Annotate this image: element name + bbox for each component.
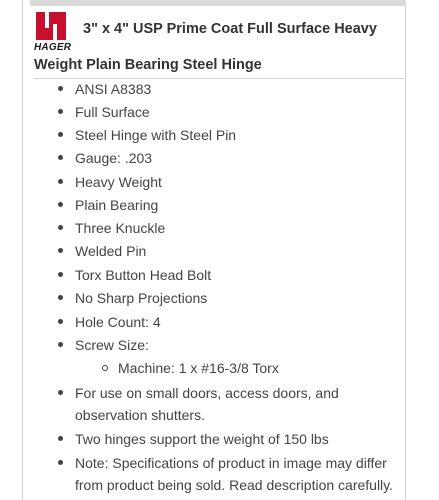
spec-item: No Sharp Projections [75,290,208,306]
spec-item: Heavy Weight [75,174,162,190]
bullet-icon [58,225,63,230]
spec-item: Hole Count: 4 [75,314,161,330]
bullet-icon [58,179,63,184]
bullet-icon [58,202,63,207]
bullet-icon [58,248,63,253]
product-title-line2: Weight Plain Bearing Steel Hinge [34,57,262,73]
sub-bullet-icon [102,365,108,371]
brand-logo-text: HAGER [34,42,72,53]
spec-item: Three Knuckle [75,220,166,236]
spec-item: Plain Bearing [75,197,159,213]
bullet-icon [58,390,63,395]
bullet-icon [58,319,63,324]
spec-item: For use on small doors, access doors, and [75,385,339,401]
spec-item: Gauge: .203 [75,150,153,166]
spec-item: Full Surface [75,104,150,120]
bullet-icon [58,109,63,114]
bullet-icon [58,272,63,277]
bullet-icon [58,155,63,160]
spec-item: ANSI A8383 [75,81,152,97]
bullet-icon [58,86,63,91]
spec-item: Screw Size: [75,337,149,353]
product-title-line1: 3" x 4" USP Prime Coat Full Surface Heavy [83,21,377,37]
spec-item: Two hinges support the weight of 150 lbs [75,431,329,447]
bullet-icon [58,132,63,137]
spec-item-continuation: observation shutters. [75,407,205,423]
spec-item: Welded Pin [75,243,147,259]
spec-item: Note: Specifications of product in image may differ [75,455,387,471]
bullet-icon [58,460,63,465]
spec-item: Steel Hinge with Steel Pin [75,127,237,143]
spec-item-continuation: from product being sold. Read description carefully. [75,477,394,493]
bullet-icon [58,436,63,441]
bullet-icon [58,342,63,347]
bullet-icon [58,295,63,300]
spec-sub-item: Machine: 1 x #16-3/8 Torx [118,360,279,376]
spec-item: Torx Button Head Bolt [75,267,212,283]
